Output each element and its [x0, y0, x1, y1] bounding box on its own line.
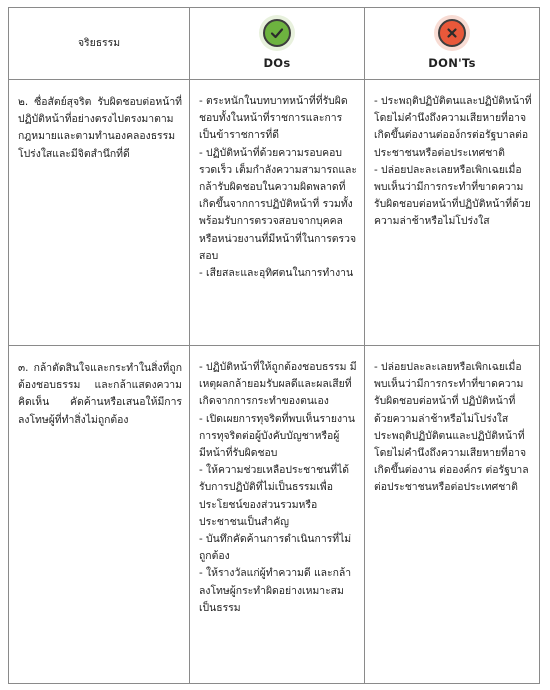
principle-text: ๒. ซื่อสัตย์สุจริต รับผิดชอบต่อหน้าที่ ปฏิบัติหน้าที่อย่างตรงไปตรงมาตามกฎหมายและตามทำนองคลองธรรม โปร่งใสและมีจิตสำนึกที่ดี — [18, 96, 182, 160]
ethics-dos-donts-table — [8, 7, 540, 684]
donts-column-header — [365, 8, 540, 80]
dos-cell — [190, 346, 365, 684]
dos-item: - ปฏิบัติหน้าที่ให้ถูกต้องชอบธรรม มีเหตุผลกล้ายอมรับผลดีและผลเสียที่เกิดจากการกระทำของตนเอง — [199, 361, 357, 408]
x-circle-icon — [434, 15, 470, 51]
check-circle-icon — [259, 15, 295, 51]
dos-item: - เสียสละและอุทิศตนในการทำงาน — [199, 267, 354, 280]
principle-cell — [9, 346, 190, 684]
dos-item: - ให้ความช่วยเหลือประชาชนที่ได้รับการปฏิบัติที่ไม่เป็นธรรมเพื่อประโยชน์ของส่วนรวมหรือประชาชนเป็นสำคัญ — [199, 464, 350, 528]
principle-text: ๓. กล้าตัดสินใจและกระทำในสิ่งที่ถูกต้องชอบธรรม และกล้าแสดงความคิดเห็น คัดค้านหรือเสนอให้มีการลงโทษผู้ที่ทำสิ่งไม่ถูกต้อง — [18, 362, 182, 426]
donts-item: - ประพฤติปฏิบัติตนและปฏิบัติหน้าที่โดยไม่คำนึงถึงความเสียหายที่อาจเกิดขึ้นต่องานต่ออง์กรต่อรัฐบาลต่อประชาชนหรือต่อประเทศชาติ — [374, 95, 532, 159]
donts-cell — [365, 80, 540, 346]
dos-column-header — [190, 8, 365, 80]
donts-label: DON'Ts — [428, 55, 476, 70]
table-row — [9, 346, 540, 684]
donts-item: ประพฤติปฏิบัติตนและปฏิบัติหน้าที่โดยไม่คำนึงถึงความเสียหายที่อาจเกิดขึ้นต่องาน ต่อองค์กร ต่อรัฐบาล ต่อประชาชนหรือต่อประเทศชาติ — [374, 429, 529, 494]
dos-item: - ให้รางวัลแก่ผู้ทำความดี และกล้าลงโทษผู้กระทำผิดอย่างเหมาะสมเป็นธรรม — [199, 567, 352, 614]
dos-item: - เปิดเผยการทุจริตที่พบเห็นรายงานการทุจริตต่อผู้บังคับบัญชาหรือผู้มีหน้าที่รับผิดชอบ — [199, 412, 355, 460]
dos-item: - ตระหนักในบทบาทหน้าที่ที่รับผิดชอบทั้งในหน้าที่ราชการและการเป็นข้าราชการที่ดี — [199, 95, 348, 142]
donts-item: - ปล่อยปละละเลยหรือเพิกเฉยเมื่อพบเห็นว่ามีการกระทำที่ขาดความรับผิดชอบต่อหน้าที่ปฏิบัติหน้าที่ด้วยความล่าช้าหรือไม่โปร่งใส — [374, 163, 531, 228]
donts-item: - ปล่อยปละละเลยหรือเพิกเฉยเมื่อพบเห็นว่ามีการกระทำที่ขาดความรับผิดชอบต่อหน้าที่ ปฏิบัติหน้าที่ด้วยความล่าช้าหรือไม่โปร่งใส — [374, 361, 524, 425]
table-header-row — [9, 8, 540, 80]
dos-cell — [190, 80, 365, 346]
principle-column-header: จริยธรรม — [9, 8, 190, 80]
dos-item: - บันทึกคัดค้านการดำเนินการที่ไม่ถูกต้อง — [199, 533, 352, 563]
dos-item: - ปฏิบัติหน้าที่ด้วยความรอบคอบรวดเร็ว เต็มกำลังความสามารถและกล้ารับผิดชอบในความผิดพลาดที่เกิดขึ้นจากการปฏิบัติหน้าที่ รวมทั้งพร้อมรับการตรวจสอบจากบุคคลหรือหน่วยงานที่มีหน้าที่ในการตรวจสอบ — [199, 146, 357, 262]
table-row — [9, 80, 540, 346]
donts-cell — [365, 346, 540, 684]
principle-cell — [9, 80, 190, 346]
dos-label: DOs — [263, 55, 291, 70]
